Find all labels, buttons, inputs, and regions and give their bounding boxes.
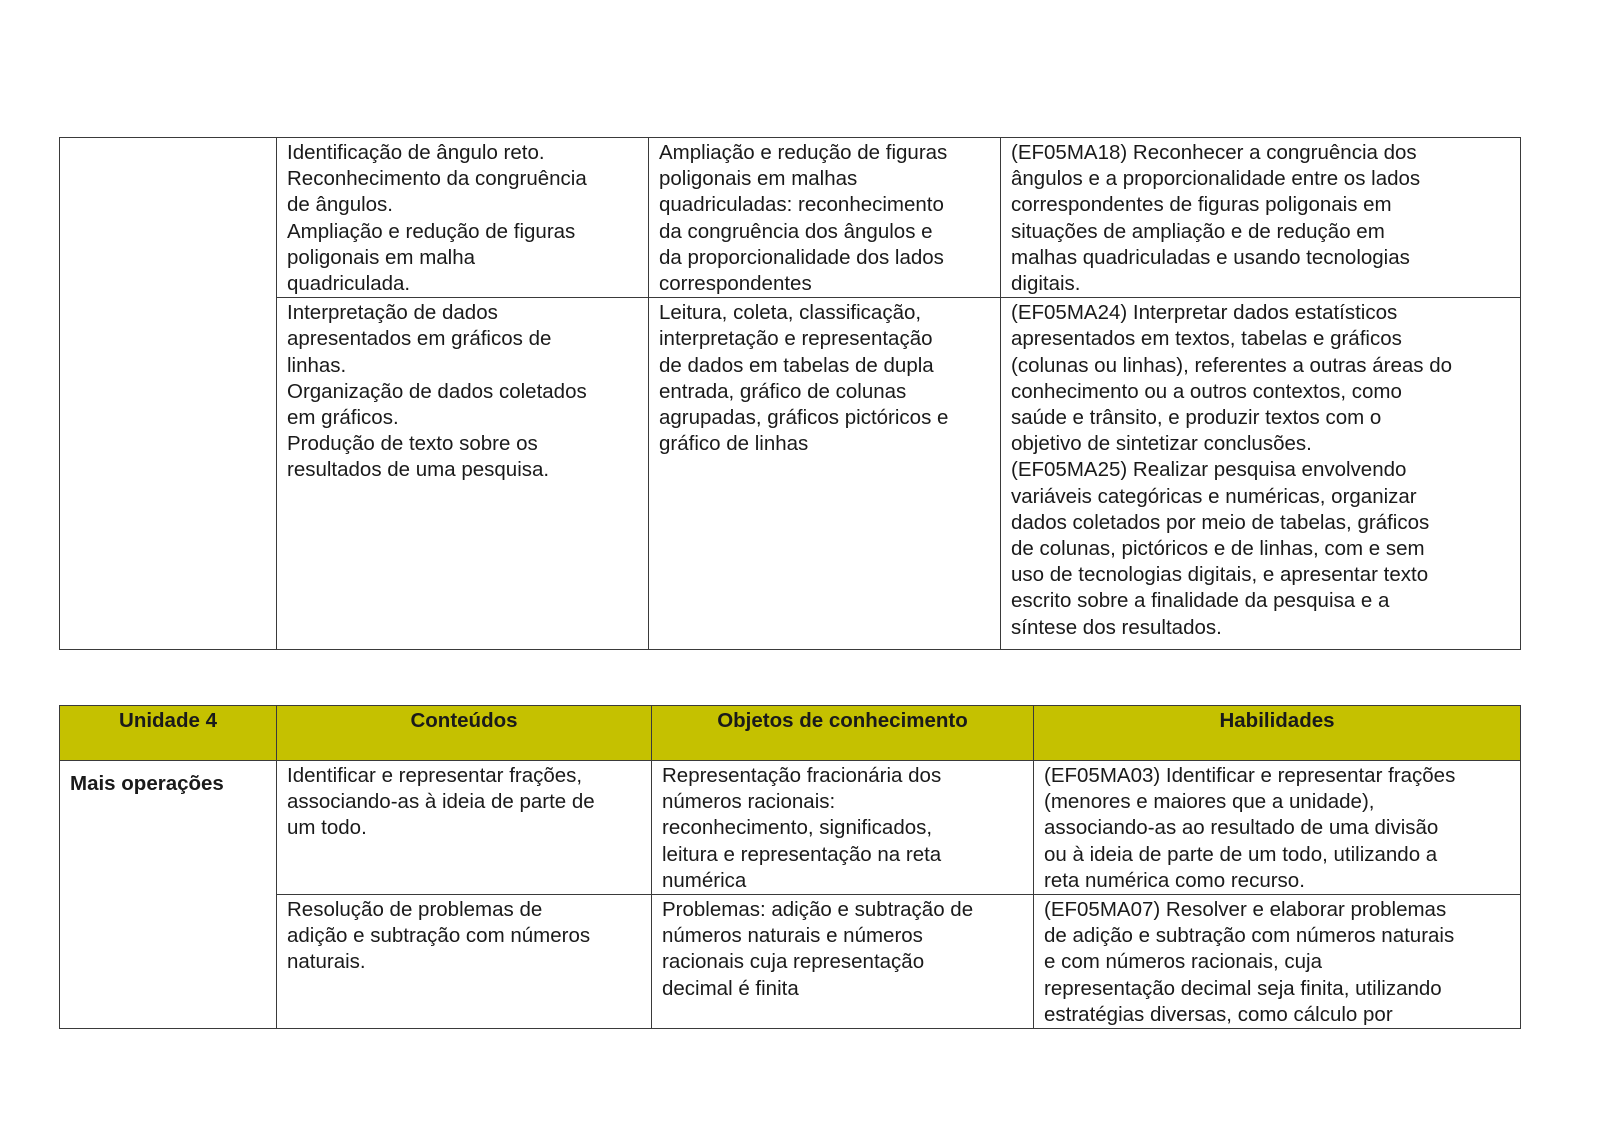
header-unidade: Unidade 4 <box>60 706 277 761</box>
cell-text-line: dados coletados por meio de tabelas, gráficos <box>1011 510 1430 534</box>
cell-text-line: quadriculadas: reconhecimento <box>659 193 944 217</box>
cell-text-line: (colunas ou linhas), referentes a outras áreas do <box>1011 353 1453 377</box>
cell-text-line: Problemas: adição e subtração de <box>662 898 974 922</box>
cell-text-line: associando-as à ideia de parte de <box>287 790 595 814</box>
cell-text-line: da congruência dos ângulos e <box>659 219 933 243</box>
conteudos-cell <box>277 895 652 1029</box>
cell-text-line: racionais cuja representação <box>662 950 925 974</box>
cell-text-line: Produção de texto sobre os <box>287 432 538 456</box>
cell-text-line: gráfico de linhas <box>659 432 809 456</box>
cell-text-line: digitais. <box>1011 272 1081 296</box>
cell-text-line: (EF05MA25) Realizar pesquisa envolvendo <box>1011 458 1407 482</box>
cell-text-line: naturais. <box>287 950 366 974</box>
header-conteudos: Conteúdos <box>277 706 652 761</box>
table-row <box>60 298 1521 650</box>
header-objetos: Objetos de conhecimento <box>652 706 1034 761</box>
cell-text-line: resultados de uma pesquisa. <box>287 458 550 482</box>
objetos-cell <box>652 761 1034 895</box>
cell-text-line: entrada, gráfico de colunas <box>659 379 907 403</box>
cell-text-line: (EF05MA18) Reconhecer a congruência dos <box>1011 141 1417 164</box>
unit-cell <box>60 138 277 650</box>
cell-text-line: reconhecimento, significados, <box>662 816 933 840</box>
cell-text-line: (EF05MA24) Interpretar dados estatísticos <box>1011 301 1398 325</box>
habilidades-cell <box>1034 895 1521 1029</box>
cell-text-line: Identificar e representar frações, <box>287 764 583 787</box>
cell-text-line: apresentados em textos, tabelas e gráficos <box>1011 327 1402 351</box>
table-row <box>60 138 1521 298</box>
cell-text-line: de colunas, pictóricos e de linhas, com e sem <box>1011 537 1425 561</box>
cell-text-line: Ampliação e redução de figuras <box>659 141 948 164</box>
cell-text-line: poligonais em malha <box>287 245 476 269</box>
cell-text-line: de ângulos. <box>287 193 394 217</box>
cell-text-line: (menores e maiores que a unidade), <box>1044 790 1375 814</box>
habilidades-cell <box>1001 138 1521 298</box>
unit-4-curriculum-table <box>59 705 1521 1029</box>
cell-text-line: Identificação de ângulo reto. <box>287 141 545 164</box>
objetos-cell <box>649 138 1001 298</box>
cell-text-line: Ampliação e redução de figuras <box>287 219 576 243</box>
habilidades-cell <box>1001 298 1521 650</box>
cell-text-line: (EF05MA03) Identificar e representar frações <box>1044 764 1456 787</box>
cell-text-line: adição e subtração com números <box>287 924 591 948</box>
unit-cell <box>60 761 277 1029</box>
cell-text-line: leitura e representação na reta <box>662 842 942 866</box>
cell-text-line: Interpretação de dados <box>287 301 498 325</box>
cell-text-line: ângulos e a proporcionalidade entre os lados <box>1011 167 1421 191</box>
top-curriculum-table <box>59 137 1521 650</box>
objetos-cell <box>649 298 1001 650</box>
cell-text-line: estratégias diversas, como cálculo por <box>1044 1002 1393 1026</box>
objetos-cell <box>652 895 1034 1029</box>
cell-text-line: apresentados em gráficos de <box>287 327 552 351</box>
conteudos-cell <box>277 761 652 895</box>
cell-text-line: números racionais: <box>662 790 836 814</box>
cell-text-line: objetivo de sintetizar conclusões. <box>1011 432 1312 456</box>
cell-text-line: (EF05MA07) Resolver e elaborar problemas <box>1044 898 1447 922</box>
unit-name: Mais operações <box>70 772 224 795</box>
habilidades-cell <box>1034 761 1521 895</box>
cell-text-line: agrupadas, gráficos pictóricos e <box>659 406 949 430</box>
cell-text-line: de adição e subtração com números naturais <box>1044 924 1455 948</box>
cell-text-line: Resolução de problemas de <box>287 898 543 922</box>
cell-text-line: um todo. <box>287 816 367 840</box>
cell-text-line: escrito sobre a finalidade da pesquisa e a <box>1011 589 1390 613</box>
cell-text-line: decimal é finita <box>662 976 799 1000</box>
cell-text-line: poligonais em malhas <box>659 167 858 191</box>
header-habilidades: Habilidades <box>1034 706 1521 761</box>
cell-text-line: síntese dos resultados. <box>1011 615 1222 639</box>
cell-text-line: uso de tecnologias digitais, e apresentar texto <box>1011 563 1429 587</box>
cell-text-line: saúde e trânsito, e produzir textos com o <box>1011 406 1382 430</box>
cell-text-line: malhas quadriculadas e usando tecnologias <box>1011 245 1410 269</box>
table-row <box>60 761 1521 895</box>
cell-text-line: Reconhecimento da congruência <box>287 167 587 191</box>
conteudos-cell <box>277 138 649 298</box>
cell-text-line: conhecimento ou a outros contextos, como <box>1011 379 1402 403</box>
cell-text-line: representação decimal seja finita, utilizando <box>1044 976 1442 1000</box>
cell-text-line: quadriculada. <box>287 272 411 296</box>
conteudos-cell <box>277 298 649 650</box>
cell-text-line: correspondentes de figuras poligonais em <box>1011 193 1392 217</box>
cell-text-line: Leitura, coleta, classificação, <box>659 301 922 325</box>
cell-text-line: números naturais e números <box>662 924 923 948</box>
cell-text-line: correspondentes <box>659 272 812 296</box>
cell-text-line: situações de ampliação e de redução em <box>1011 219 1385 243</box>
cell-text-line: reta numérica como recurso. <box>1044 868 1305 892</box>
cell-text-line: de dados em tabelas de dupla <box>659 353 934 377</box>
cell-text-line: Organização de dados coletados <box>287 379 587 403</box>
header-row <box>60 706 1521 761</box>
cell-text-line: e com números racionais, cuja <box>1044 950 1323 974</box>
cell-text-line: ou à ideia de parte de um todo, utilizando a <box>1044 842 1438 866</box>
cell-text-line: variáveis categóricas e numéricas, organizar <box>1011 484 1417 508</box>
cell-text-line: interpretação e representação <box>659 327 933 351</box>
cell-text-line: linhas. <box>287 353 347 377</box>
cell-text-line: em gráficos. <box>287 406 399 430</box>
cell-text-line: associando-as ao resultado de uma divisão <box>1044 816 1439 840</box>
cell-text-line: da proporcionalidade dos lados <box>659 245 944 269</box>
table-row <box>60 895 1521 1029</box>
cell-text-line: numérica <box>662 868 747 892</box>
cell-text-line: Representação fracionária dos <box>662 764 942 787</box>
